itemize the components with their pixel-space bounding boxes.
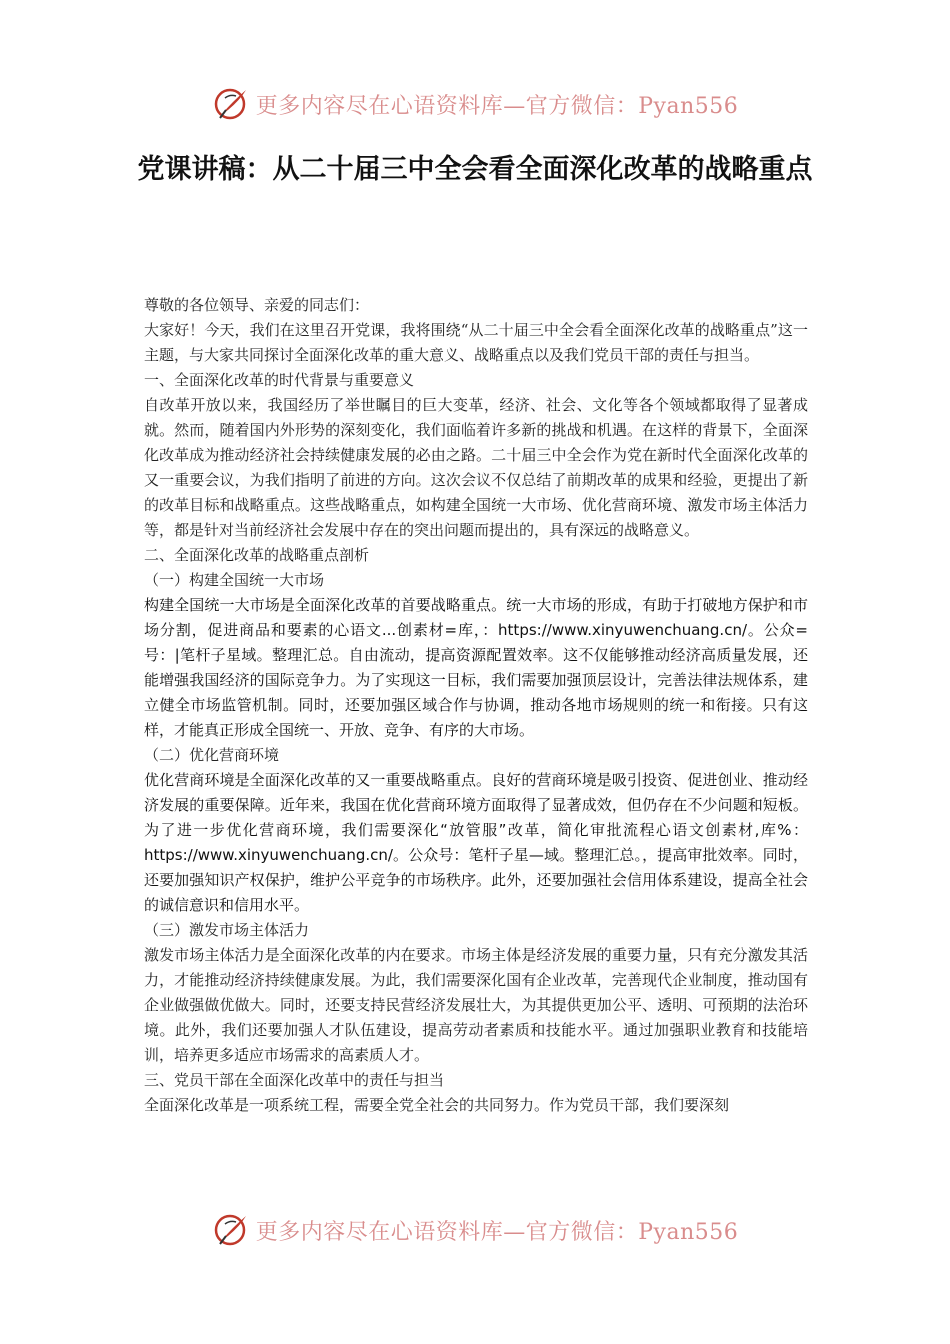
subsection-heading-2: （二）优化营商环境: [144, 746, 280, 764]
section-heading-1: 一、全面深化改革的时代背景与重要意义: [144, 371, 415, 389]
header-banner: [0, 80, 950, 128]
section-heading-3: 三、党员干部在全面深化改革中的责任与担当: [144, 1071, 445, 1089]
paragraph-business-environment: 优化营商环境是全面深化改革的又一重要战略重点。良好的营商环境是吸引投资、促进创业、推动经济发展的重要保障。近年来，我国在优化营商环境方面取得了显著成效，但仍存在不少问题和短板。为了进一步优化营商环境，我们需要深化“放管服”改革，简化审批流程心语文创素材,库%：https://www.xinyuwenchuang.cn/。公众号：笔杆子星—域。整理汇总。，提高审批效率。同时，还要加强知识产权保护，维护公平竞争的市场秩序。此外，还要加强社会信用体系建设，提高全社会的诚信意识和信用水平。: [144, 771, 808, 914]
paragraph-salutation: 尊敬的各位领导、亲爱的同志们：: [144, 296, 370, 314]
section-heading-2: 二、全面深化改革的战略重点剖析: [144, 546, 370, 564]
paragraph-background: 自改革开放以来，我国经历了举世瞩目的巨大变革，经济、社会、文化等各个领域都取得了显著成就。然而，随着国内外形势的深刻变化，我们面临着许多新的挑战和机遇。在这样的背景下，全面深化改革成为推动经济社会持续健康发展的必由之路。二十届三中全会作为党在新时代全面深化改革的又一重要会议，为我们指明了前进的方向。这次会议不仅总结了前期改革的成果和经验，更提出了新的改革目标和战略重点。这些战略重点，如构建全国统一大市场、优化营商环境、激发市场主体活力等，都是针对当前经济社会发展中存在的突出问题而提出的，具有深远的战略意义。: [144, 396, 808, 539]
paragraph-responsibility: 全面深化改革是一项系统工程，需要全党全社会的共同努力。作为党员干部，我们要深刻: [144, 1096, 730, 1114]
document-body: [144, 293, 808, 1118]
footer-banner: [0, 1206, 950, 1254]
subsection-heading-3: （三）激发市场主体活力: [144, 921, 310, 939]
subsection-heading-1: （一）构建全国统一大市场: [144, 571, 325, 589]
document-title: 党课讲稿：从二十届三中全会看全面深化改革的战略重点: [137, 154, 813, 185]
paragraph-unified-market: 构建全国统一大市场是全面深化改革的首要战略重点。统一大市场的形成，有助于打破地方保护和市场分割，促进商品和要素的心语文...创素材=库，：https://www.xinyuwenchuang.cn/。公众=号：|笔杆子星域。整理汇总。自由流动，提高资源配置效率。这不仅能够推动经济高质量发展，还能增强我国经济的国际竞争力。为了实现这一目标，我们需要加强顶层设计，完善法律法规体系，建立健全市场监管机制。同时，还要加强区域合作与协调，推动各地市场规则的统一和衔接。只有这样，才能真正形成全国统一、开放、竞争、有序的大市场。: [144, 596, 808, 739]
quill-logo-icon: [212, 1210, 252, 1250]
paragraph-intro: 大家好！今天，我们在这里召开党课，我将围绕“从二十届三中全会看全面深化改革的战略重点”这一主题，与大家共同探讨全面深化改革的重大意义、战略重点以及我们党员干部的责任与担当。: [144, 321, 808, 364]
paragraph-market-vitality: 激发市场主体活力是全面深化改革的内在要求。市场主体是经济发展的重要力量，只有充分激发其活力，才能推动经济持续健康发展。为此，我们需要深化国有企业改革，完善现代企业制度，推动国有企业做强做优做大。同时，还要支持民营经济发展壮大，为其提供更加公平、透明、可预期的法治环境。此外，我们还要加强人才队伍建设，提高劳动者素质和技能水平。通过加强职业教育和技能培训，培养更多适应市场需求的高素质人才。: [144, 946, 808, 1064]
banner-text: 更多内容尽在心语资料库—官方微信：Pyan556: [255, 1219, 739, 1245]
banner-text: 更多内容尽在心语资料库—官方微信：Pyan556: [255, 93, 739, 119]
quill-logo-icon: [212, 84, 252, 124]
